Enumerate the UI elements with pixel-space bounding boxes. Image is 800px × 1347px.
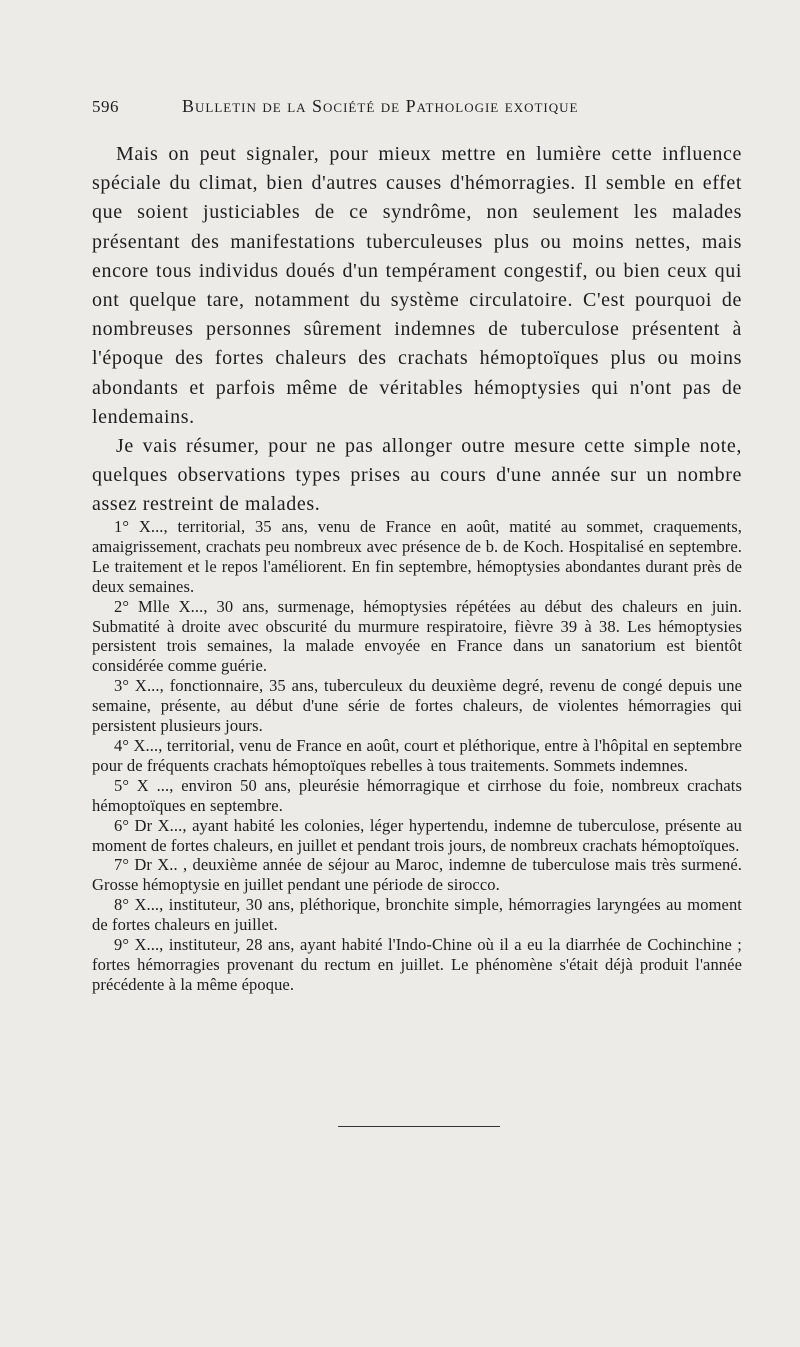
- observations-list: [92, 517, 742, 995]
- observation-item: 4° X..., territorial, venu de France en août, court et pléthorique, entre à l'hôpital en septembre pour de fréquents crachats hémoptoïques rebelles à tous traitements. Sommets indemnes.: [92, 735, 742, 775]
- running-title: Bulletin de la Société de Pathologie exotique: [182, 96, 579, 116]
- observation-item: 8° X..., instituteur, 30 ans, pléthorique, bronchite simple, hémorragies laryngées au moment de fortes chaleurs en juillet.: [92, 895, 742, 935]
- running-header: [92, 96, 742, 117]
- observation-item: 5° X ..., environ 50 ans, pleurésie hémorragique et cirrhose du foie, nombreux crachats hémoptoïques en septembre.: [92, 775, 742, 815]
- end-rule: [338, 1126, 500, 1127]
- observation-item: 7° Dr X.. , deuxième année de séjour au Maroc, indemne de tuberculose mais très surmené. Grosse hémoptysie en juillet pendant une période de sirocco.: [92, 855, 742, 895]
- observation-item: 3° X..., fonctionnaire, 35 ans, tuberculeux du deuxième degré, revenu de congé depuis une semaine, présente, au début d'une série de fortes chaleurs, de violentes hémorragies qui persistent plusieurs jours.: [92, 676, 742, 736]
- observation-item: 9° X..., instituteur, 28 ans, ayant habité l'Indo-Chine où il a eu la diarrhée de Cochinchine ; fortes hémorragies provenant du rectum en juillet. Le phénomène s'était déjà produit l'année précédente à la même époque.: [92, 935, 742, 994]
- observation-item: 2° Mlle X..., 30 ans, surmenage, hémoptysies répétées au début des chaleurs en juin. Submatité à droite avec obscurité du murmure respiratoire, fièvre 39 à 38. Les hémoptysies persistent trois semaines, la malade envoyée en France dans un sanatorium est bientôt considérée comme guérie.: [92, 596, 742, 676]
- body-paragraph: Mais on peut signaler, pour mieux mettre en lumière cette influence spéciale du climat, bien d'autres causes d'hémorragies. Il semble en effet que soient justiciables de ce syndrôme, non seulement les malades présentant des manifestations tuberculeuses plus ou moins nettes, mais encore tous individus doués d'un tempérament congestif, ou bien ceux qui ont quelque tare, notamment du système circulatoire. C'est pourquoi de nombreuses personnes sûrement indemnes de tuberculose présentent à l'époque des fortes chaleurs des crachats hémoptoïques plus ou moins abondants et parfois même de véritables hémoptysies qui n'ont pas de lendemains.: [92, 143, 742, 428]
- body-paragraph: Je vais résumer, pour ne pas allonger outre mesure cette simple note, quelques observations types prises au cours d'une année sur un nombre assez restreint de malades.: [92, 435, 742, 516]
- observation-item: 1° X..., territorial, 35 ans, venu de France en août, matité au sommet, craquements, amaigrissement, crachats peu nombreux avec présence de b. de Koch. Hospitalisé en septembre. Le traitement et le repos l'améliorent. En fin septembre, hémoptysies abondantes durant près de deux semaines.: [92, 517, 742, 596]
- body-text: [92, 140, 742, 520]
- observation-item: 6° Dr X..., ayant habité les colonies, léger hypertendu, indemne de tuberculose, présente au moment de fortes chaleurs, en juillet et pendant trois jours, de nombreux crachats hémoptoïques.: [92, 815, 742, 855]
- page-number: 596: [92, 97, 119, 116]
